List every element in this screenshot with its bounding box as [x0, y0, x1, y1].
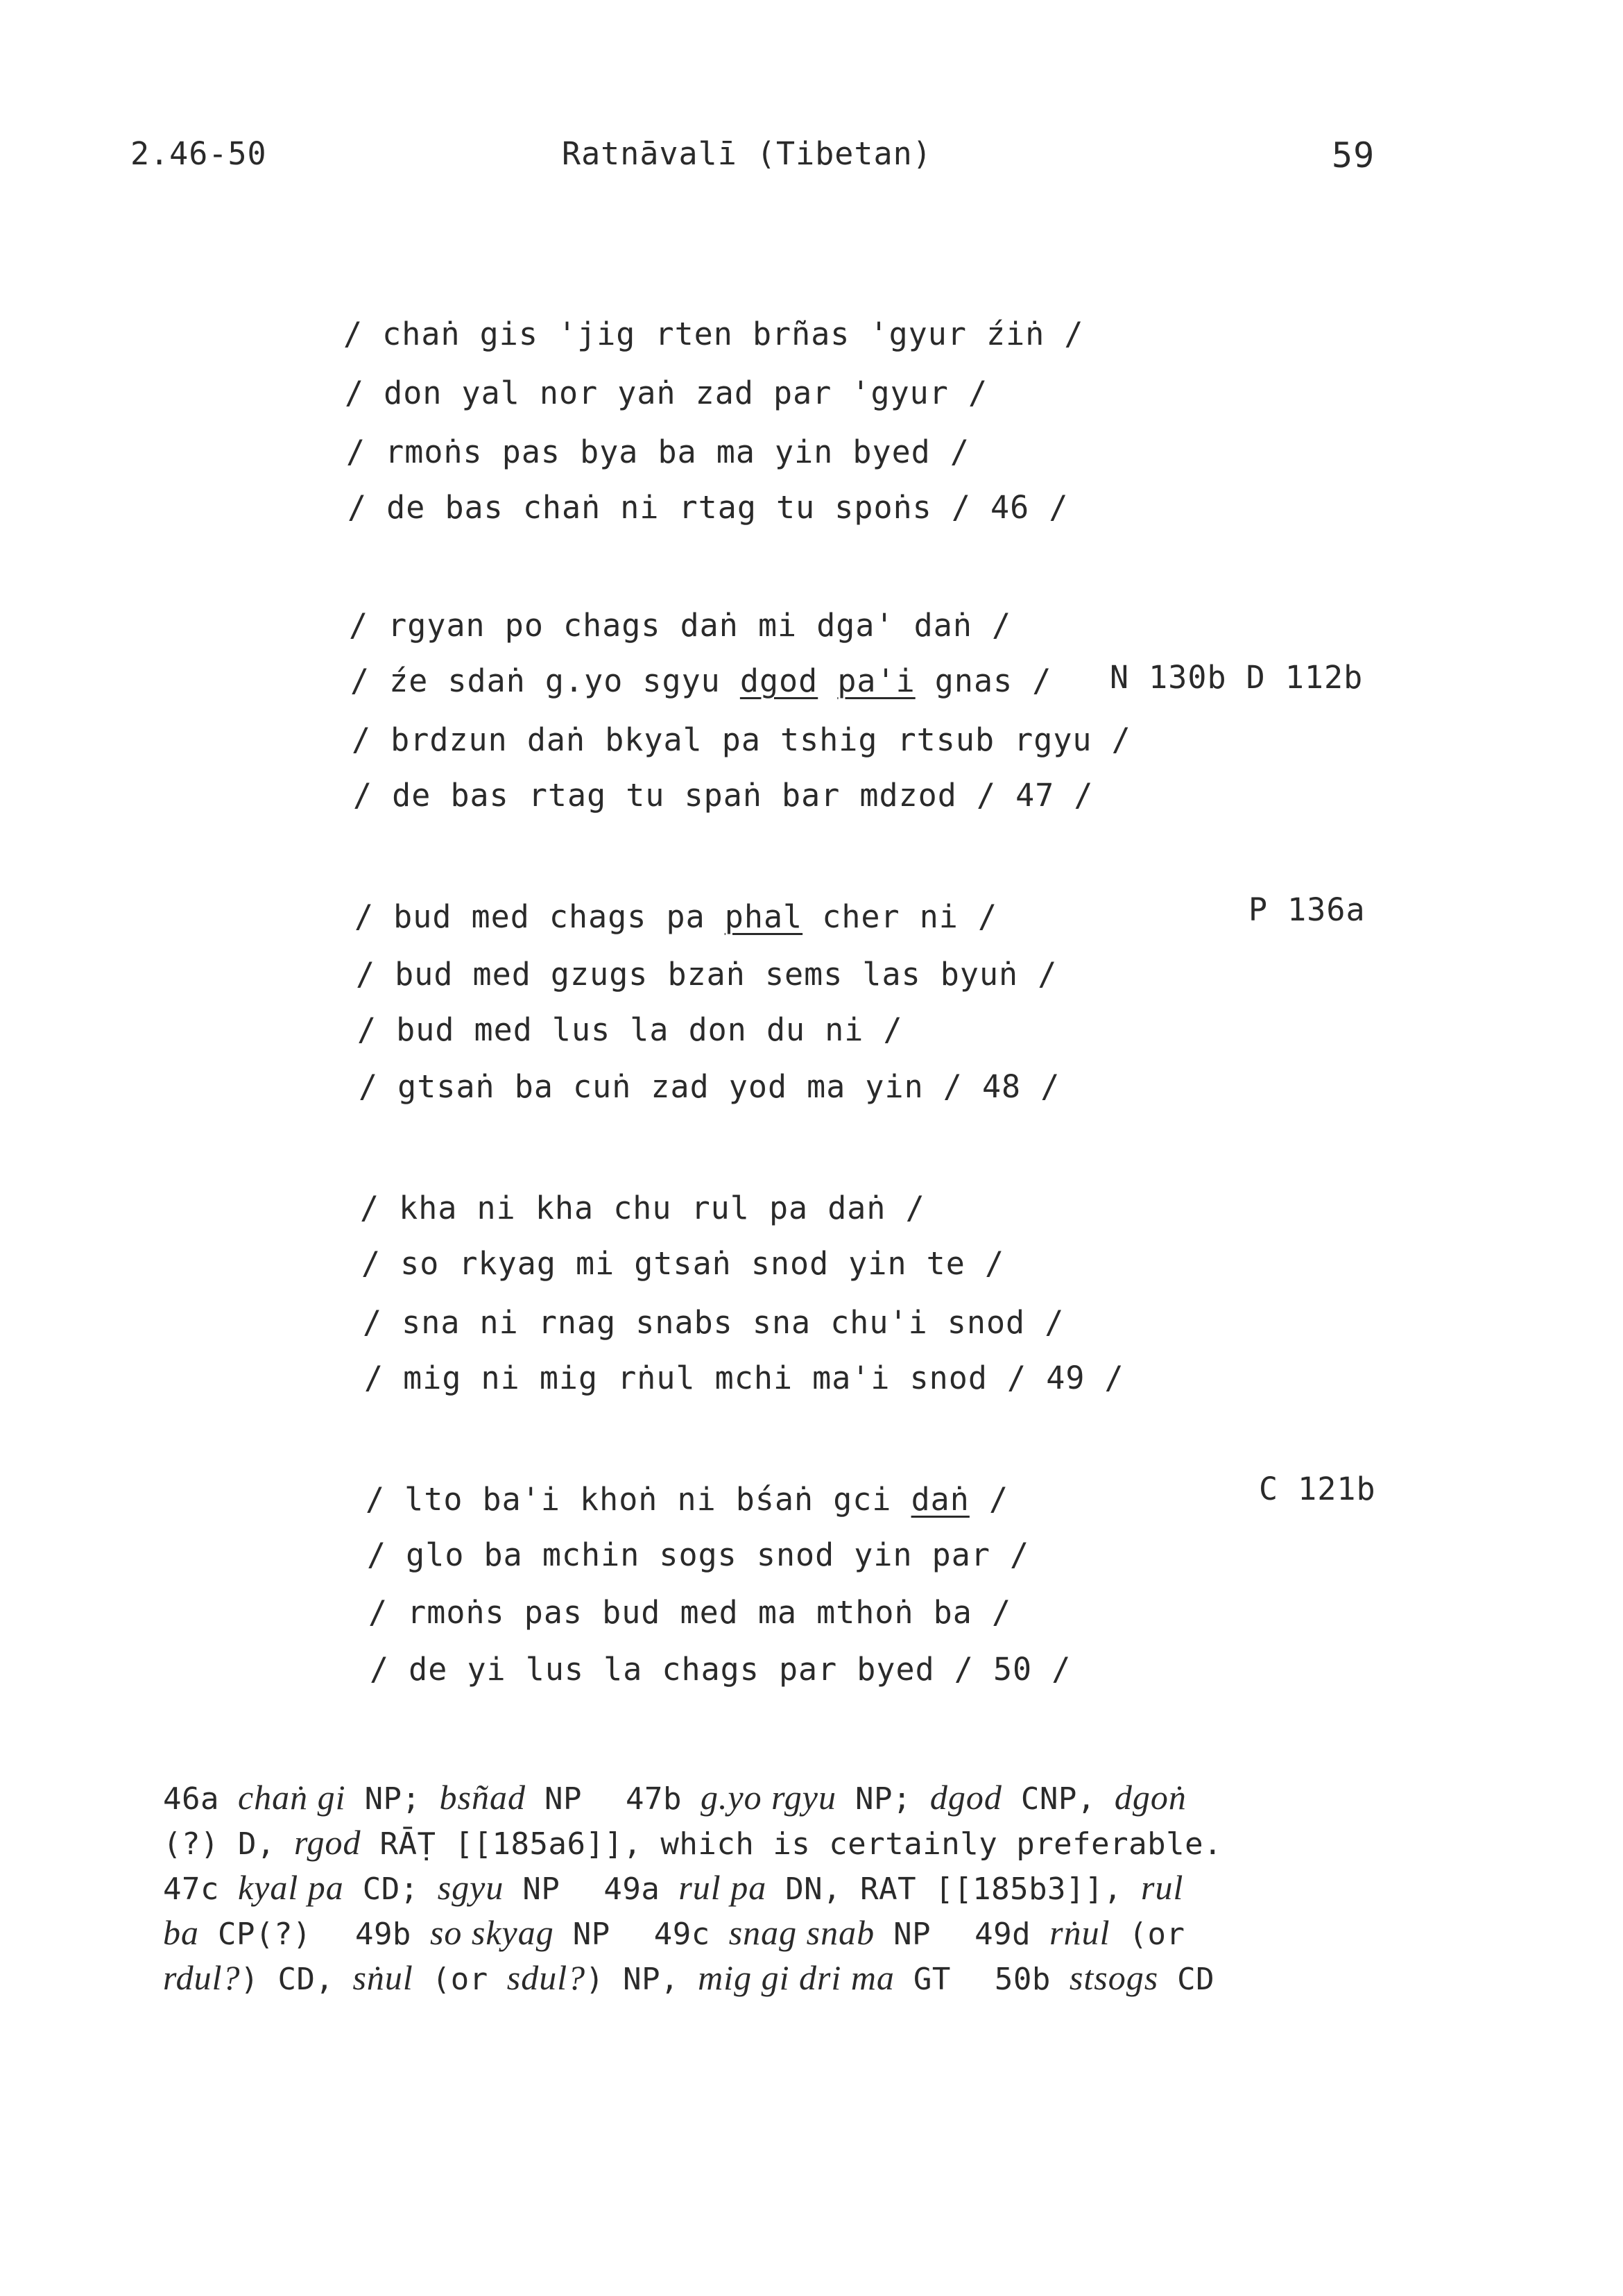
verse-48-line-c: / bud med lus la don du ni /	[357, 1011, 903, 1048]
verse-48-line-d: / gtsaṅ ba cuṅ zad yod ma yin / 48 /	[359, 1068, 1060, 1105]
note-row: 47c kyal pa CD; sgyu NP 49a rul pa DN, RAT [[185b3]], rul	[163, 1868, 1184, 1907]
section-number: 2.46-50	[130, 135, 267, 172]
verse-46-line-d: / de bas chaṅ ni rtag tu spoṅs / 46 /	[347, 489, 1069, 526]
verse-46-line-a: / chaṅ gis 'jig rten brñas 'gyur źiṅ /	[343, 316, 1084, 352]
verse-48-line-a: / bud med chags pa phal cher ni /	[354, 898, 998, 935]
note-row: (?) D, rgod RĀṬ [[185a6]], which is certainly preferable.	[163, 1823, 1223, 1862]
margin-reference: C 121b	[1259, 1471, 1376, 1507]
underlined-word: phal	[724, 898, 803, 935]
verse-49-line-b: / so rkyag mi gtsaṅ snod yin te /	[361, 1245, 1005, 1282]
underlined-word: pa'i	[837, 662, 916, 699]
note-row: rdul?) CD, sṅul (or sdul?) NP, mig gi dri ma GT 50b stsogs CD	[163, 1958, 1215, 1997]
verse-47-line-b: / źe sdaṅ g.yo sgyu dgod pa'i gnas /	[350, 662, 1052, 699]
margin-reference: P 136a	[1248, 891, 1366, 928]
note-row: ba CP(?) 49b so skyag NP 49c snag snab NP 49d rṅul (or	[163, 1913, 1185, 1952]
verse-50-line-d: / de yi lus la chags par byed / 50 /	[370, 1651, 1072, 1688]
verse-49-line-d: / mig ni mig rṅul mchi ma'i snod / 49 /	[364, 1360, 1124, 1396]
verse-47-line-c: / brdzun daṅ bkyal pa tshig rtsub rgyu /	[352, 721, 1131, 758]
page-title: Ratnāvalī (Tibetan)	[562, 135, 932, 172]
verse-46-line-c: / rmoṅs pas bya ba ma yin byed /	[346, 434, 970, 470]
verse-49-line-c: / sna ni rnag snabs sna chu'i snod /	[363, 1304, 1065, 1341]
verse-50-line-c: / rmoṅs pas bud med ma mthoṅ ba /	[368, 1594, 1012, 1631]
margin-reference: N 130b D 112b	[1110, 659, 1364, 696]
underlined-word: dgod	[739, 662, 818, 699]
verse-47-line-a: / rgyan po chags daṅ mi dga' daṅ /	[349, 607, 1012, 644]
page-number: 59	[1332, 135, 1375, 175]
verse-46-line-b: / don yal nor yaṅ zad par 'gyur /	[345, 375, 988, 411]
variant-readings-notes	[163, 1776, 1515, 2001]
verse-50-line-b: / glo ba mchin sogs snod yin par /	[367, 1536, 1030, 1573]
note-row: 46a chaṅ gi NP; bsñad NP 47b g.yo rgyu NP; dgod CNP, dgoṅ	[163, 1778, 1187, 1817]
verse-48-line-b: / bud med gzugs bzaṅ sems las byuṅ /	[356, 956, 1058, 993]
verse-47-line-d: / de bas rtag tu spaṅ bar mdzod / 47 /	[353, 777, 1094, 814]
underlined-word: daṅ	[911, 1481, 970, 1518]
verse-50-line-a: / lto ba'i khoṅ ni bśaṅ gci daṅ /	[366, 1481, 1009, 1518]
verse-49-line-a: / kha ni kha chu rul pa daṅ /	[360, 1190, 925, 1226]
